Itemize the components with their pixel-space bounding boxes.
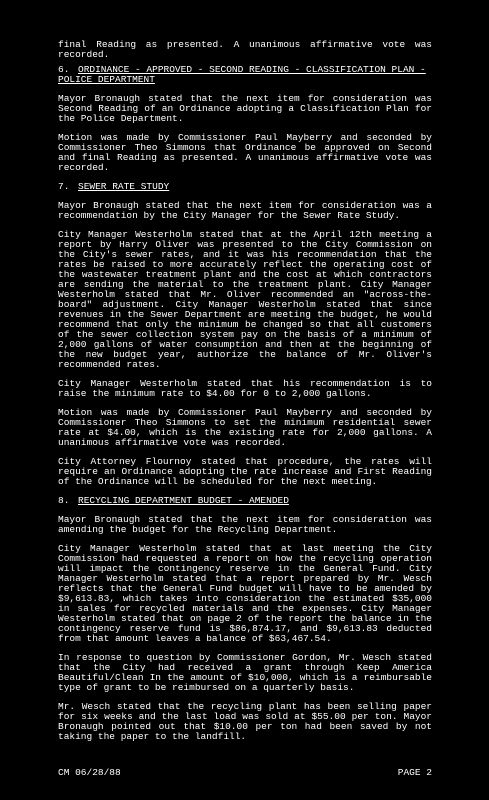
document-page	[58, 40, 432, 751]
section-title: ORDINANCE - APPROVED - SECOND READING - CLASSIFICATION PLAN - POLICE DEPARTMENT	[58, 64, 426, 85]
section-6-heading	[58, 65, 432, 85]
section-7-paragraph-1: Mayor Bronaugh stated that the next item for consideration was a recommendation by the City Manager for the Sewer Rate Study.	[58, 200, 432, 221]
section-8-paragraph-2: City Manager Westerholm stated that at last meeting the City Commission had requested a report on how the recycling operation will impact the contingency reserve in the General Fund. City Manager Westerholm stated that a report prepared by Mr. Wesch reflects that the General Fund budget will have to be amended by $9,613.83, which takes into consideration the estimated $35,000 in sales for recycled materials and the expenses. City Manager Westerholm stated that on page 2 of the report the balance in the contingency reserve fund is $86,874.17, and $9,613.83 deducted from that amount leaves a balance of $63,467.54.	[58, 543, 432, 644]
section-7-paragraph-4: Motion was made by Commissioner Paul Mayberry and seconded by Commissioner Theo Simmons to set the minimum residential sewer rate at $4.00, which is the existing rate for 2,000 gallons. A unanimous affirmative vote was recorded.	[58, 407, 432, 448]
section-title: SEWER RATE STUDY	[78, 181, 170, 192]
section-title: RECYCLING DEPARTMENT BUDGET - AMENDED	[78, 495, 289, 506]
section-7-paragraph-3: City Manager Westerholm stated that his recommendation is to raise the minimum rate to $4.00 for 0 to 2,000 gallons.	[58, 378, 432, 399]
section-8-paragraph-4: Mr. Wesch stated that the recycling plant has been selling paper for six weeks and the last load was sold at $55.00 per ton. Mayor Bronaugh pointed out that $10.00 per ton had been saved by not taking the paper to the landfill.	[58, 701, 432, 742]
section-8-paragraph-1: Mayor Bronaugh stated that the next item for consideration was amending the budget for the Recycling Department.	[58, 514, 432, 535]
intro-paragraph: final Reading as presented. A unanimous affirmative vote was recorded.	[58, 39, 432, 60]
page-footer	[58, 768, 432, 778]
section-7-heading	[58, 182, 432, 192]
section-6-paragraph-1: Mayor Bronaugh stated that the next item for consideration was Second Reading of an Ordinance adopting a Classification Plan for the Police Department.	[58, 93, 432, 124]
section-6-paragraph-2: Motion was made by Commissioner Paul Mayberry and seconded by Commissioner Theo Simmons that Ordinance be approved on Second and final Reading as presented. A unanimous affirmative vote was recorded.	[58, 132, 432, 173]
footer-date: CM 06/28/88	[58, 767, 121, 778]
section-8-paragraph-3: In response to question by Commissioner Gordon, Mr. Wesch stated that the City had received a grant through Keep America Beautiful/Clean In the amount of $10,000, which is a reimbursable type of grant to be reimbursed on a quarterly basis.	[58, 652, 432, 693]
section-number: 6.	[58, 64, 70, 75]
section-7-paragraph-2: City Manager Westerholm stated that at the April 12th meeting a report by Harry Oliver was presented to the City Commission on the City's sewer rates, and it was his recommendation that the rates be raised to more accurately reflect the operating cost of the wastewater treatment plant and the cost at which contractors are sending the material to the treatment plant. City Manager Westerholm stated that Mr. Oliver recommended an "across-the-board" adjustment. City Manager Westerholm stated that since revenues in the Sewer Department are meeting the budget, he would recommend that only the minimum be changed so that all customers of the sewer collection system pay on the basis of a minimum of 2,000 gallons of water consumption and then at the beginning of the new budget year, authorize the balance of Mr. Oliver's recommended rates.	[58, 229, 432, 370]
page-number: PAGE 2	[397, 767, 432, 778]
section-number: 7.	[58, 181, 70, 192]
section-7-paragraph-5: City Attorney Flournoy stated that procedure, the rates will require an Ordinance adopting the rate increase and First Reading of the Ordinance will be scheduled for the next meeting.	[58, 456, 432, 487]
section-8-heading	[58, 496, 432, 506]
section-number: 8.	[58, 495, 70, 506]
